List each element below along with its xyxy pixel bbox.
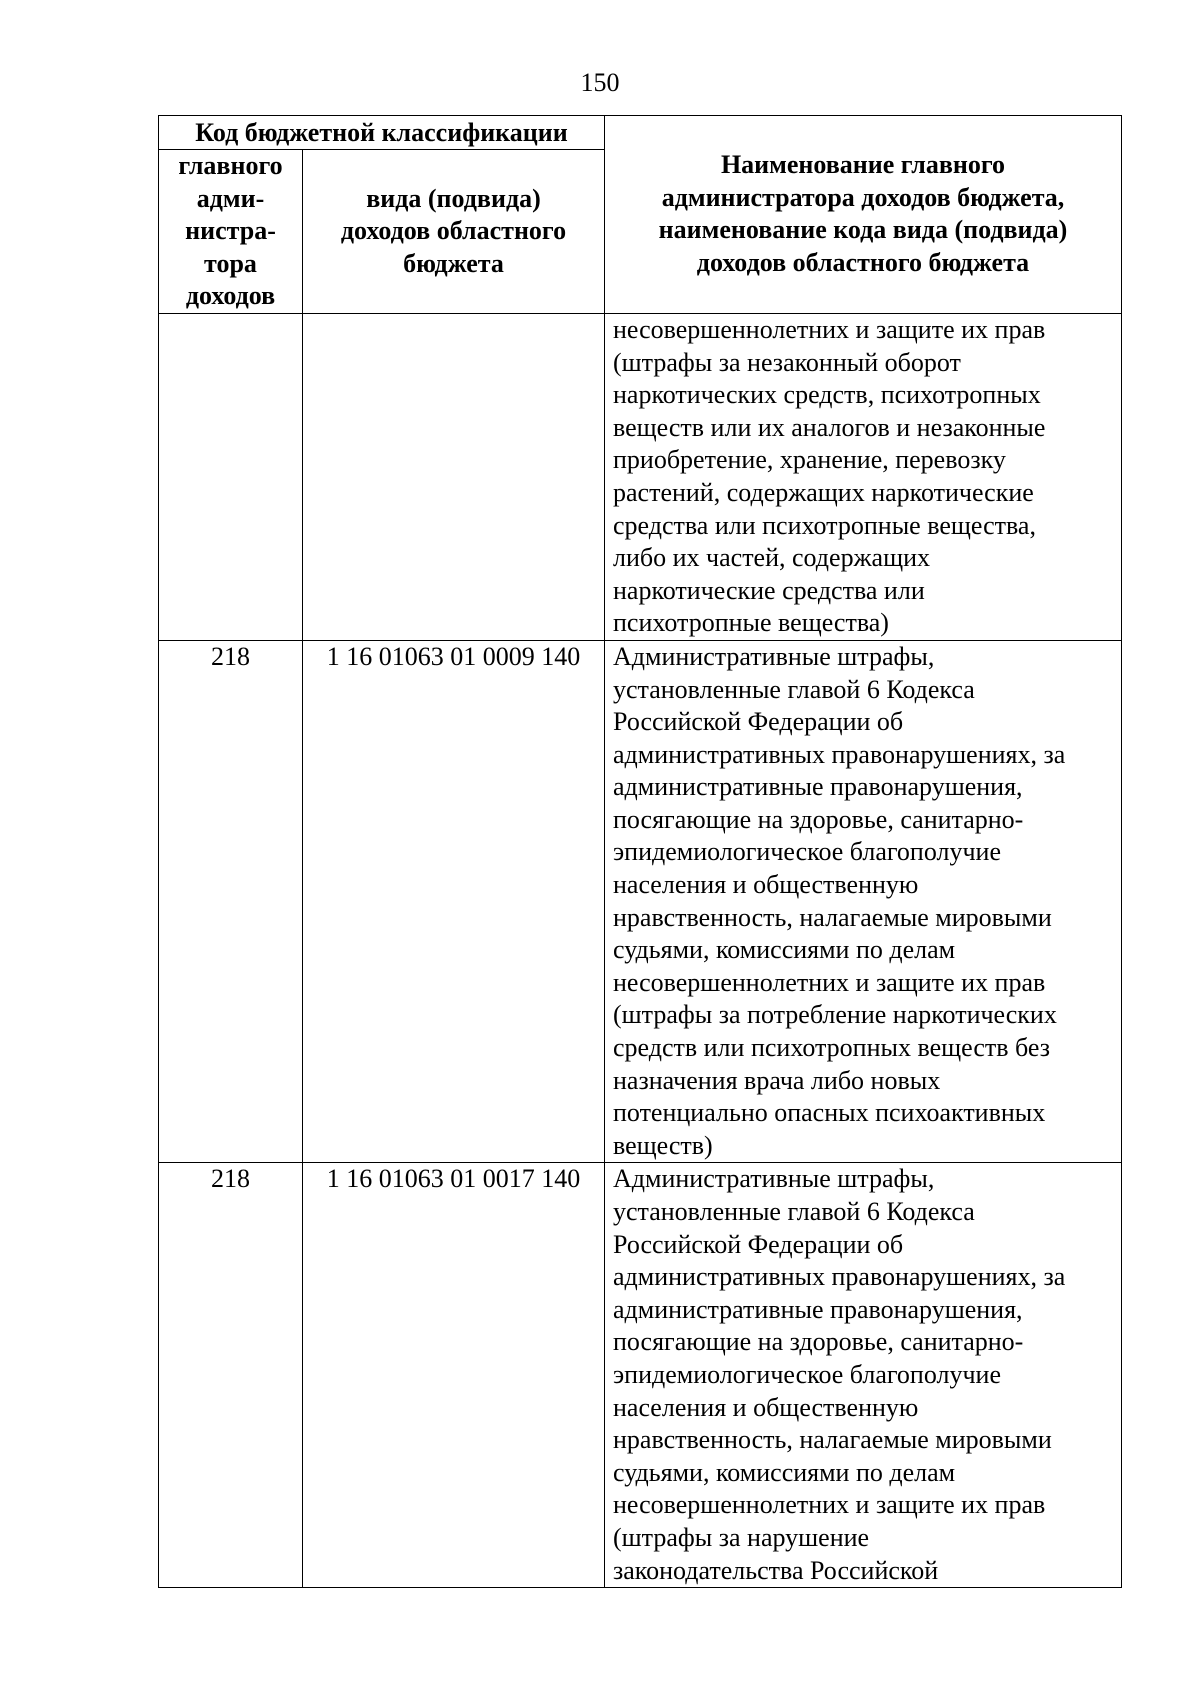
description-line: административные правонарушения, [613, 1294, 1023, 1324]
header-admin-line: нистра- [185, 216, 276, 246]
table-row [159, 1163, 1122, 1588]
description-line: населения и общественную [613, 870, 919, 900]
description-line: посягающие на здоровье, санитарно- [613, 804, 1024, 834]
description-line: Административные штрафы, [613, 1164, 935, 1194]
description-line: назначения врача либо новых [613, 1065, 941, 1095]
table-row [159, 640, 1122, 1163]
income-code-cell: 1 16 01063 01 0009 140 [303, 640, 605, 1163]
page-number: 150 [580, 68, 620, 97]
description-line: средств или психотропных веществ без [613, 1033, 1051, 1063]
description-line: законодательства Российской [613, 1555, 939, 1585]
description-line: Российской Федерации об [613, 1229, 904, 1259]
header-admin-line: адми- [196, 183, 265, 213]
description-line: административных правонарушениях, за [613, 739, 1066, 769]
description-line: эпидемиологическое благополучие [613, 1359, 1001, 1389]
header-name-column [605, 116, 1122, 314]
description-line: населения и общественную [613, 1392, 919, 1422]
header-name-line: Наименование главного [720, 150, 1006, 180]
header-admin-column [159, 150, 303, 314]
description-line: нравственность, налагаемые мировыми [613, 1425, 1052, 1455]
description-line: посягающие на здоровье, санитарно- [613, 1327, 1024, 1357]
description-cell [605, 1163, 1122, 1588]
description-line: судьями, комиссиями по делам [613, 935, 956, 965]
description-line: наркотические средства или [613, 575, 925, 605]
description-line: приобретение, хранение, перевозку [613, 445, 1006, 475]
header-kind-line: бюджета [403, 248, 504, 278]
description-line: Российской Федерации об [613, 707, 904, 737]
description-line: несовершеннолетних и защите их прав [613, 1490, 1046, 1520]
description-line: веществ или их аналогов и незаконные [613, 412, 1046, 442]
description-line: несовершеннолетних и защите их прав [613, 967, 1046, 997]
table-body [159, 313, 1122, 1587]
description-line: наркотических средств, психотропных [613, 380, 1041, 410]
description-line: (штрафы за нарушение [613, 1522, 870, 1552]
description-line: потенциально опасных психоактивных [613, 1098, 1046, 1128]
admin-code-cell [159, 313, 303, 640]
description-line: Административные штрафы, [613, 641, 935, 671]
header-kind-column [303, 150, 605, 314]
table-row [159, 313, 1122, 640]
description-line: административные правонарушения, [613, 772, 1023, 802]
header-name-line: администратора доходов бюджета, [661, 182, 1065, 212]
description-line: (штрафы за незаконный оборот [613, 347, 961, 377]
income-code-cell [303, 313, 605, 640]
header-name-line: доходов областного бюджета [696, 248, 1030, 278]
table-header [159, 116, 1122, 314]
description-line: установленные главой 6 Кодекса [613, 674, 975, 704]
header-admin-line: доходов [185, 281, 276, 311]
header-budget-code-group: Код бюджетной классификации [159, 116, 605, 150]
header-admin-line: тора [204, 248, 257, 278]
admin-code-cell: 218 [159, 640, 303, 1163]
description-line: эпидемиологическое благополучие [613, 837, 1001, 867]
description-cell [605, 640, 1122, 1163]
income-code-cell: 1 16 01063 01 0017 140 [303, 1163, 605, 1588]
description-line: растений, содержащих наркотические [613, 477, 1034, 507]
header-admin-line: главного [178, 151, 283, 180]
description-line: административных правонарушениях, за [613, 1262, 1066, 1292]
description-line: несовершеннолетних и защите их прав [613, 314, 1046, 344]
description-line: нравственность, налагаемые мировыми [613, 902, 1052, 932]
budget-classification-table [158, 115, 1122, 1588]
description-line: либо их частей, содержащих [613, 543, 931, 573]
description-line: установленные главой 6 Кодекса [613, 1197, 975, 1226]
header-kind-line: вида (подвида) [366, 183, 541, 213]
description-line: (штрафы за потребление наркотических [613, 1000, 1057, 1030]
header-kind-line: доходов областного [340, 216, 567, 246]
description-line: средства или психотропные вещества, [613, 510, 1036, 540]
description-cell [605, 313, 1122, 640]
description-line: психотропные вещества) [613, 608, 889, 638]
admin-code-cell: 218 [159, 1163, 303, 1588]
description-line: веществ) [613, 1130, 713, 1160]
description-line: судьями, комиссиями по делам [613, 1457, 956, 1487]
header-name-line: наименование кода вида (подвида) [658, 215, 1068, 245]
